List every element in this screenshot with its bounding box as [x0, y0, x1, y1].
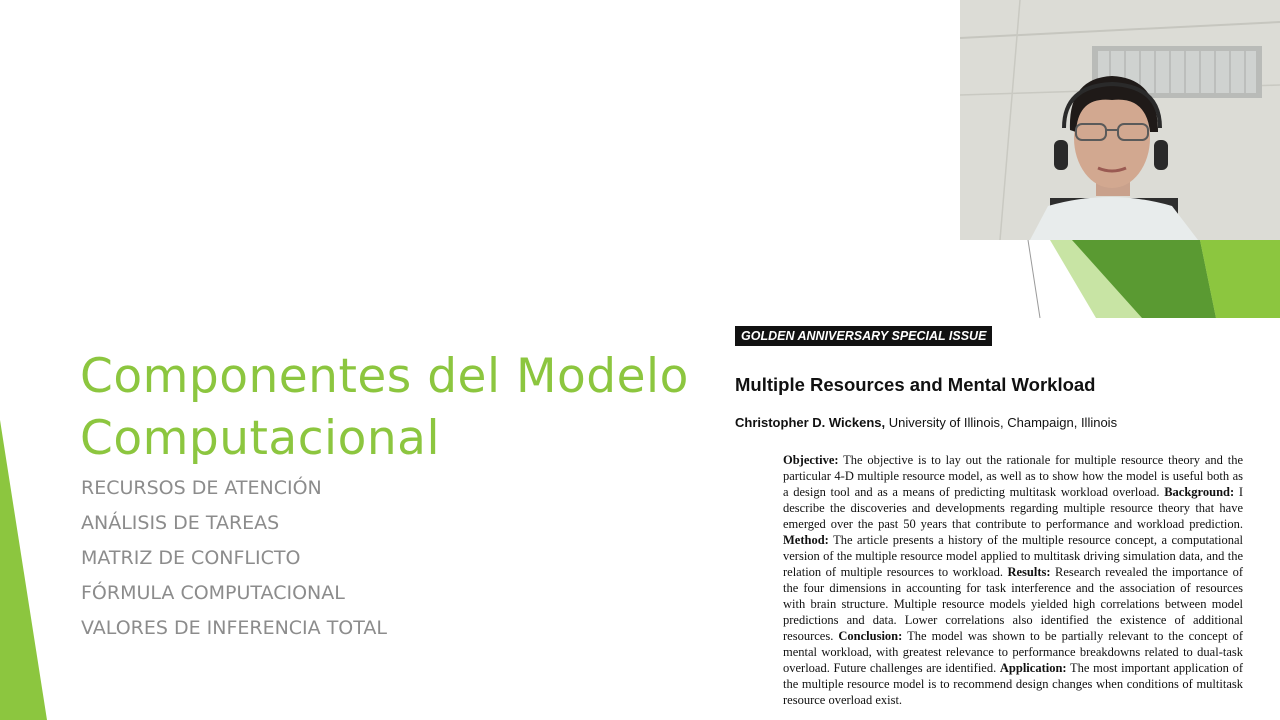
abstract-label-background: Background: [1164, 485, 1235, 499]
abstract-label-results: Results: [1007, 565, 1051, 579]
abstract-text-objective: The objective is to lay out the rationale for multiple resource theory and the particular 4-D multiple resource model, as well as to show how the model is useful both as a design tool and as a means of predicting multitask workload overload. [783, 453, 1243, 499]
abstract-text-results: Research revealed the importance of the four dimensions in accounting for task interference and the association of resources with brain structure. Multiple resource models yielded high correlations between model predictions and data. Lower correlations also identified the existence of additional resources. [783, 565, 1244, 643]
corner-divider-line [1028, 240, 1040, 318]
corner-green-shape [1200, 240, 1280, 318]
abstract-label-method: Method: [783, 533, 829, 547]
list-item: FÓRMULA COMPUTACIONAL [81, 582, 345, 604]
left-green-accent [0, 420, 47, 720]
abstract-text-method: The article presents a history of the multiple resource concept, a computational version of the multiple resource model applied to multitask driving simulation data, and the relation of multiple resources to workload. [783, 533, 1243, 579]
abstract-label-application: Application: [999, 661, 1067, 675]
paper-abstract [783, 452, 1243, 708]
special-issue-banner: GOLDEN ANNIVERSARY SPECIAL ISSUE [735, 326, 992, 346]
slide-title-line-2: Computacional [80, 411, 441, 466]
abstract-text-background: I describe the discoveries and developments regarding multiple resource theory that have emerged over the past 50 years that contribute to performance and workload prediction. [783, 485, 1243, 531]
paper-author [735, 415, 1117, 430]
slide-title [80, 346, 720, 470]
webcam-video-feed[interactable] [960, 0, 1280, 240]
abstract-text-application: The most important application of the multiple resource model is to recommend design changes when conditions of multitask resource overload exist. [783, 661, 1243, 707]
abstract-text-conclusion: The model was shown to be partially relevant to the concept of mental workload, with greatest relevance to performance breakdowns related to dual-task overload. Future challenges are identified. [783, 629, 1244, 675]
author-affiliation: University of Illinois, Champaign, Illinois [885, 415, 1118, 430]
component-list [81, 471, 387, 646]
list-item: RECURSOS DE ATENCIÓN [81, 477, 322, 499]
corner-dark-green-shape [1072, 240, 1216, 318]
abstract-label-conclusion: Conclusion: [838, 629, 903, 643]
abstract-label-objective: Objective: [783, 453, 839, 467]
webcam-presenter-image [960, 0, 1280, 240]
author-name: Christopher D. Wickens, [735, 415, 886, 430]
slide-title-line-1: Componentes del Modelo [80, 349, 689, 404]
corner-light-green-shape [1050, 240, 1280, 318]
list-item: VALORES DE INFERENCIA TOTAL [81, 617, 387, 639]
list-item: MATRIZ DE CONFLICTO [81, 547, 301, 569]
list-item: ANÁLISIS DE TAREAS [81, 512, 280, 534]
paper-title: Multiple Resources and Mental Workload [735, 374, 1096, 395]
